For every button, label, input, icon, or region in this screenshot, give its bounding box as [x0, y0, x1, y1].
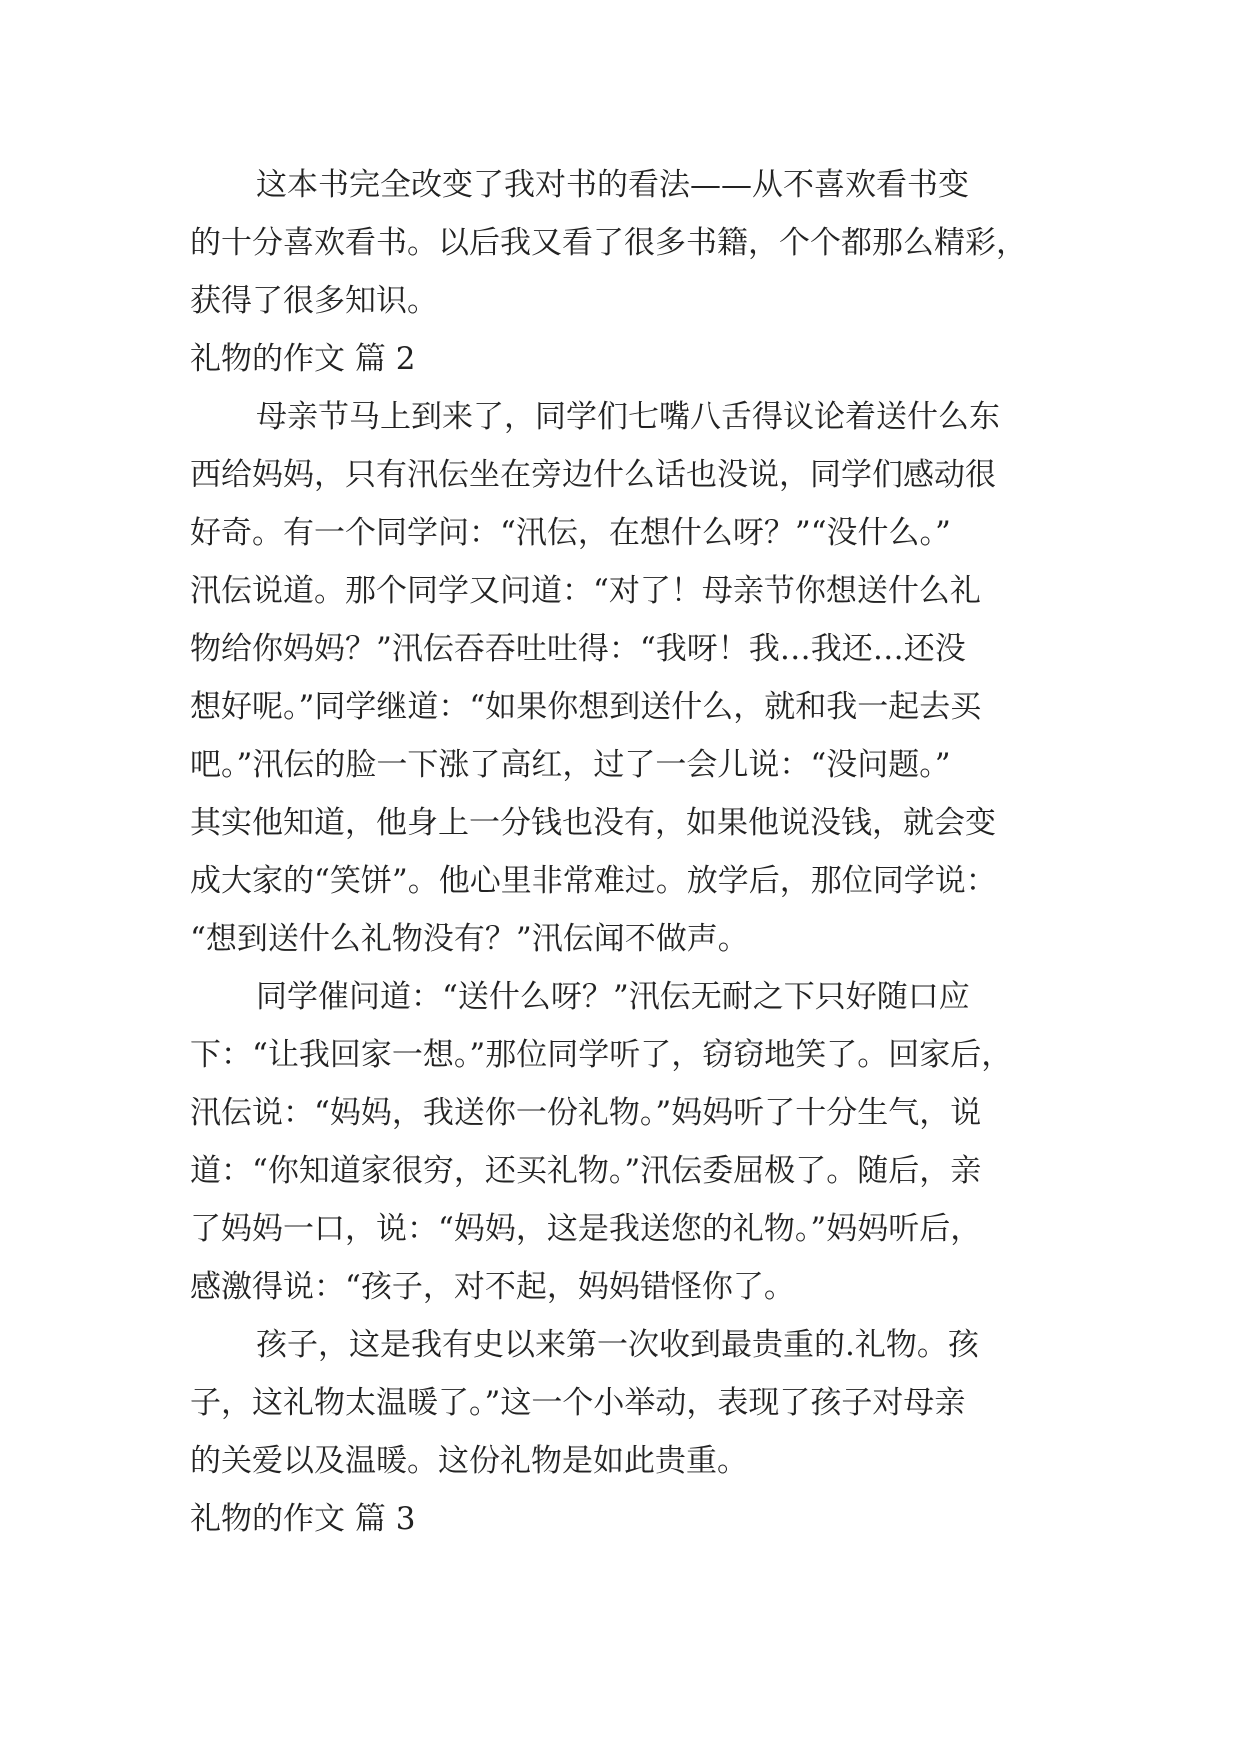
paragraph-line: 成大家的“笑饼”。他心里非常难过。放学后，那位同学说：: [190, 863, 997, 899]
paragraph-line: 西给妈妈，只有汛伝坐在旁边什么话也没说，同学们感动很: [190, 457, 996, 493]
paragraph-line: 吧。”汛伝的脸一下涨了高红，过了一会儿说：“没问题。”: [190, 747, 951, 783]
paragraph-line: 的十分喜欢看书。以后我又看了很多书籍，个个都那么精彩，: [190, 225, 1027, 261]
paragraph-line: 想好呢。”同学继道：“如果你想到送什么，就和我一起去买: [190, 689, 982, 725]
paragraph-line: 孩子，这是我有史以来第一次收到最贵重的.礼物。孩: [256, 1327, 979, 1363]
paragraph-line: 母亲节马上到来了，同学们七嘴八舌得议论着送什么东: [256, 399, 1000, 435]
paragraph-line: 了妈妈一口，说：“妈妈，这是我送您的礼物。”妈妈听后，: [190, 1211, 982, 1247]
paragraph-line: 子，这礼物太温暖了。”这一个小举动，表现了孩子对母亲: [190, 1385, 966, 1421]
paragraph-line: 道：“你知道家很穷，还买礼物。”汛伝委屈极了。随后，亲: [190, 1153, 982, 1189]
paragraph-line: 其实他知道，他身上一分钱也没有，如果他说没钱，就会变: [190, 805, 996, 841]
paragraph-line: “想到送什么礼物没有？”汛伝闻不做声。: [190, 921, 749, 957]
paragraph-line: 这本书完全改变了我对书的看法——从不喜欢看书变: [256, 167, 969, 203]
paragraph-line: 获得了很多知识。: [190, 283, 438, 319]
paragraph-line: 感激得说：“孩子，对不起，妈妈错怪你了。: [190, 1269, 795, 1305]
paragraph-line: 好奇。有一个同学问：“汛伝，在想什么呀？”“没什么。”: [190, 515, 951, 551]
section-heading: 礼物的作文 篇 3: [190, 1501, 416, 1537]
paragraph-line: 汛伝说道。那个同学又问道：“对了！母亲节你想送什么礼: [190, 573, 981, 609]
paragraph-line: 物给你妈妈？”汛伝吞吞吐吐得：“我呀！我…我还…还没: [190, 631, 966, 667]
paragraph-line: 汛伝说：“妈妈，我送你一份礼物。”妈妈听了十分生气，说: [190, 1095, 982, 1131]
paragraph-line: 的关爱以及温暖。这份礼物是如此贵重。: [190, 1443, 748, 1479]
paragraph-line: 同学催问道：“送什么呀？”汛伝无耐之下只好随口应: [256, 979, 970, 1015]
section-heading: 礼物的作文 篇 2: [190, 341, 416, 377]
paragraph-line: 下：“让我回家一想。”那位同学听了，窃窃地笑了。回家后，: [190, 1037, 1013, 1073]
